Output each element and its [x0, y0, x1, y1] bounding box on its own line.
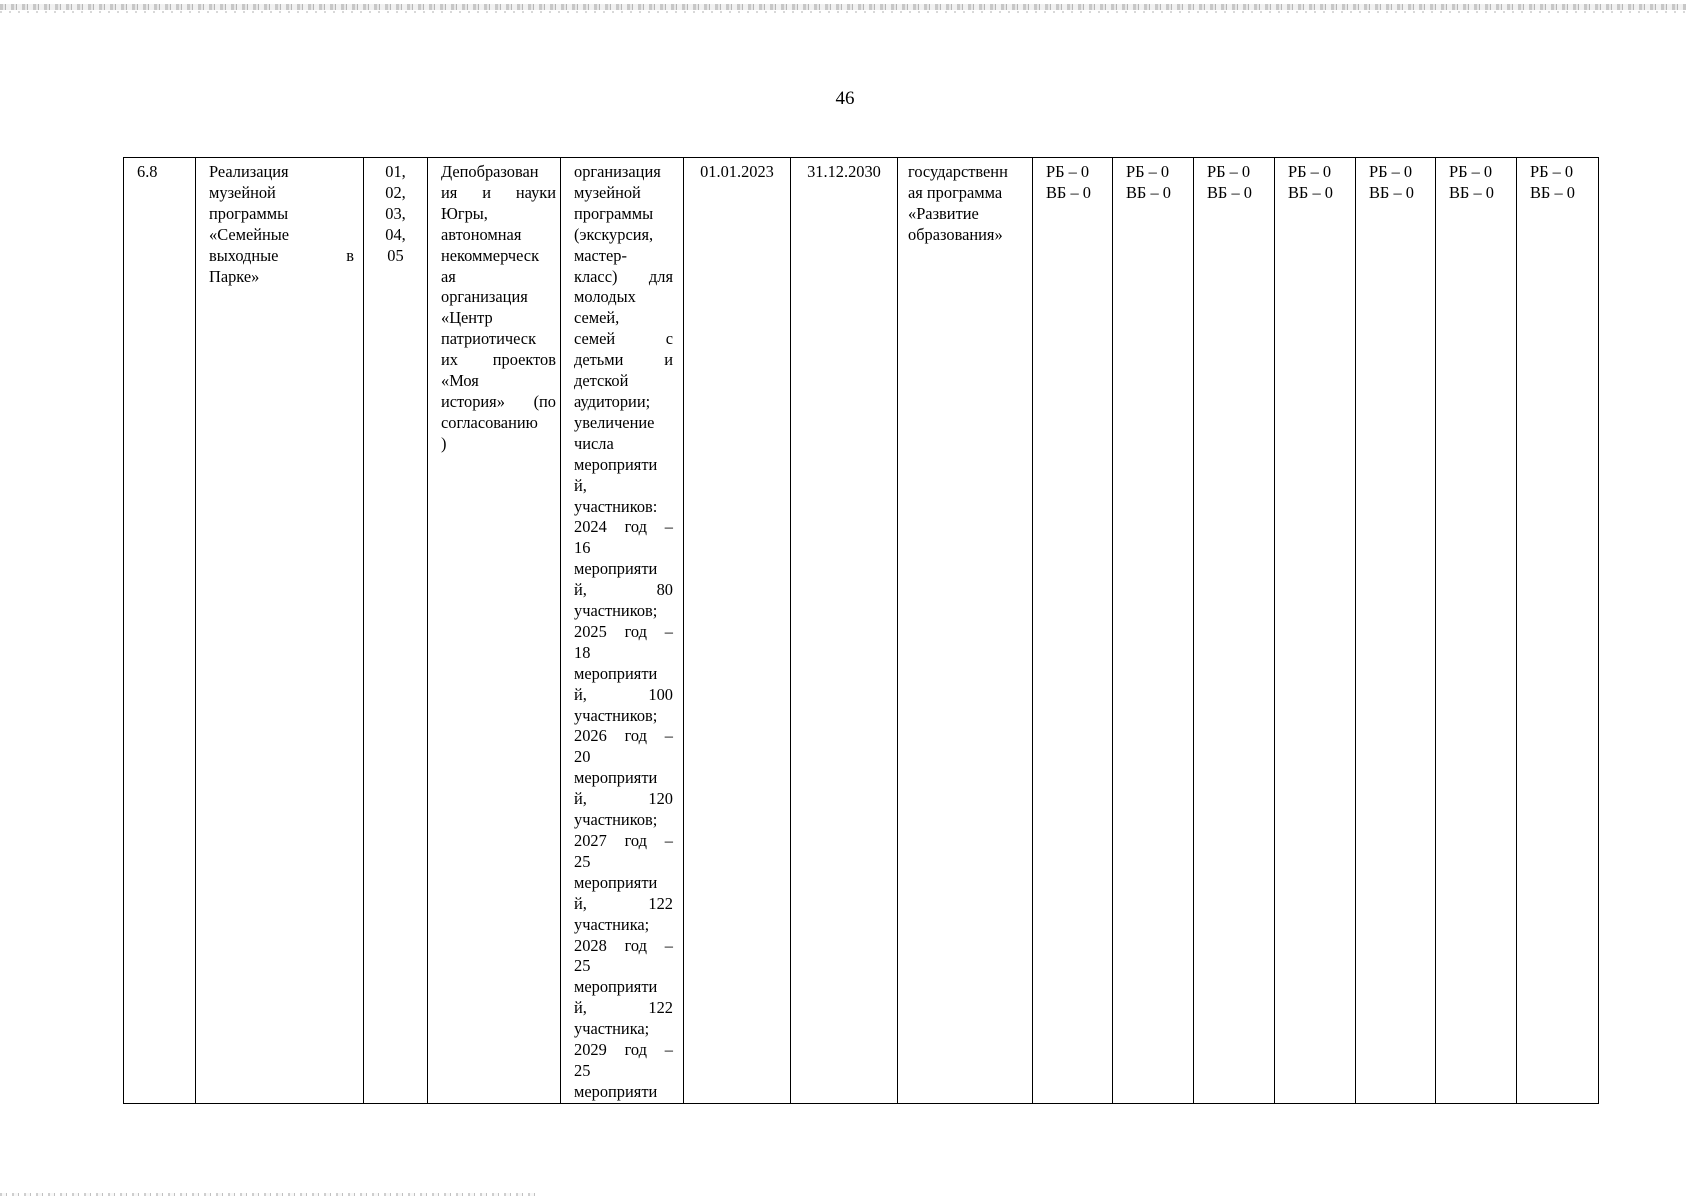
funding-vb: ВБ – 0: [1207, 182, 1252, 202]
result-line: 25: [574, 956, 591, 976]
measure-name-line: Парке»: [209, 266, 260, 286]
funding-rb: РБ – 0: [1369, 162, 1413, 181]
executor-line: организация: [441, 287, 528, 307]
funding-cell: [1113, 158, 1194, 1104]
result-line: мероприяти: [574, 977, 658, 997]
result-line: увеличение: [574, 412, 655, 432]
result-line: мероприяти: [574, 872, 658, 892]
funding-rb: РБ – 0: [1207, 162, 1251, 181]
funding-rb: РБ – 0: [1449, 162, 1493, 181]
funding-cell: [1356, 158, 1436, 1104]
result-line: музейной: [574, 182, 641, 202]
funding-vb: ВБ – 0: [1126, 182, 1171, 202]
result-line: й, 100: [574, 684, 673, 704]
result-line: класс) для: [574, 266, 673, 286]
result-line: мастер-: [574, 245, 627, 265]
result-line: (экскурсия,: [574, 224, 654, 244]
funding-cell: [1194, 158, 1275, 1104]
program-line: ая программа: [908, 182, 1003, 202]
result-line: числа: [574, 433, 614, 453]
funding-vb: ВБ – 0: [1046, 182, 1091, 202]
result-line: детской: [574, 371, 629, 391]
executor-line: Югры,: [441, 203, 488, 223]
plan-table: [123, 157, 1599, 1104]
result-line: детьми и: [574, 350, 673, 370]
result-line: 20: [574, 747, 591, 767]
measure-name-line: выходные в: [209, 245, 354, 265]
start-date-cell: [684, 158, 791, 1104]
result-line: мероприяти: [574, 1081, 658, 1101]
end-date-cell: [791, 158, 898, 1104]
table-row: [124, 158, 1599, 1104]
expected-result-cell: [561, 158, 684, 1104]
code-line: 04,: [385, 224, 406, 244]
measure-name-line: «Семейные: [209, 224, 290, 244]
result-line: мероприяти: [574, 454, 658, 474]
result-line: программы: [574, 203, 654, 223]
result-line: семей с: [574, 329, 673, 349]
page-number: 46: [835, 88, 855, 109]
result-line: участника;: [574, 914, 650, 934]
executor-line: история» (по: [441, 391, 556, 411]
result-line: участников:: [574, 496, 658, 516]
executor-line: «Моя: [441, 371, 479, 391]
result-line: 18: [574, 642, 591, 662]
measure-name-line: музейной: [209, 182, 276, 202]
result-line: й, 80: [574, 580, 673, 600]
funding-rb: РБ – 0: [1046, 162, 1090, 181]
executor-line: согласованию: [441, 412, 538, 432]
funding-cell: [1436, 158, 1517, 1104]
code-line: 01,: [385, 162, 406, 181]
code-line: 02,: [385, 182, 406, 202]
result-line: 25: [574, 1060, 591, 1080]
result-line: участников;: [574, 601, 658, 621]
executor-line: некоммерческ: [441, 245, 540, 265]
result-line: й, 120: [574, 789, 673, 809]
funding-rb: РБ – 0: [1530, 162, 1574, 181]
executor-line: ия и науки: [441, 182, 556, 202]
result-line: 2026 год –: [574, 726, 673, 746]
funding-rb: РБ – 0: [1126, 162, 1170, 181]
funding-cell: [1275, 158, 1356, 1104]
measure-name-line: программы: [209, 203, 289, 223]
scan-edge-bottom: [0, 1193, 540, 1196]
result-line: участников;: [574, 705, 658, 725]
funding-vb: ВБ – 0: [1449, 182, 1494, 202]
program-line: «Развитие: [908, 203, 979, 223]
code-line: 03,: [385, 203, 406, 223]
executor-line: Депобразован: [441, 162, 539, 181]
result-line: участника;: [574, 1019, 650, 1039]
executor-line: ): [441, 433, 447, 453]
result-line: 2027 год –: [574, 831, 673, 850]
row-number-cell: [124, 158, 196, 1104]
executor-line: патриотическ: [441, 329, 537, 349]
executor-line: ая: [441, 266, 456, 286]
result-line: молодых: [574, 287, 636, 307]
result-line: 2028 год –: [574, 935, 673, 955]
funding-vb: ВБ – 0: [1369, 182, 1414, 202]
measure-name-cell: [196, 158, 364, 1104]
row-number: 6.8: [137, 162, 158, 181]
result-line: 2024 год –: [574, 517, 673, 537]
result-line: й, 122: [574, 998, 673, 1018]
result-line: 16: [574, 538, 591, 558]
start-date: 01.01.2023: [700, 162, 774, 181]
funding-rb: РБ – 0: [1288, 162, 1332, 181]
funding-cell: [1033, 158, 1113, 1104]
executor-line: их проектов: [441, 350, 556, 370]
result-line: 25: [574, 851, 591, 871]
result-line: аудитории;: [574, 391, 651, 411]
scan-edge-top: [0, 4, 1686, 10]
executor-line: автономная: [441, 224, 522, 244]
executor-cell: [428, 158, 561, 1104]
program-cell: [898, 158, 1033, 1104]
measure-name-line: Реализация: [209, 162, 289, 181]
result-line: 2029 год –: [574, 1040, 673, 1060]
funding-vb: ВБ – 0: [1530, 182, 1575, 202]
program-line: образования»: [908, 224, 1003, 244]
end-date: 31.12.2030: [807, 162, 881, 181]
funding-vb: ВБ – 0: [1288, 182, 1333, 202]
result-line: й,: [574, 475, 587, 495]
result-line: мероприяти: [574, 559, 658, 579]
codes-cell: [364, 158, 428, 1104]
funding-cell: [1517, 158, 1599, 1104]
result-line: семей,: [574, 308, 620, 328]
executor-line: «Центр: [441, 308, 493, 328]
scan-edge-top-texture: [0, 11, 1686, 13]
result-line: мероприяти: [574, 663, 658, 683]
program-line: государственн: [908, 162, 1008, 181]
result-line: 2025 год –: [574, 621, 673, 641]
result-line: й, 122: [574, 893, 673, 913]
result-line: мероприяти: [574, 768, 658, 788]
result-line: участников;: [574, 810, 658, 830]
code-line: 05: [387, 245, 404, 265]
result-line: организация: [574, 162, 661, 181]
